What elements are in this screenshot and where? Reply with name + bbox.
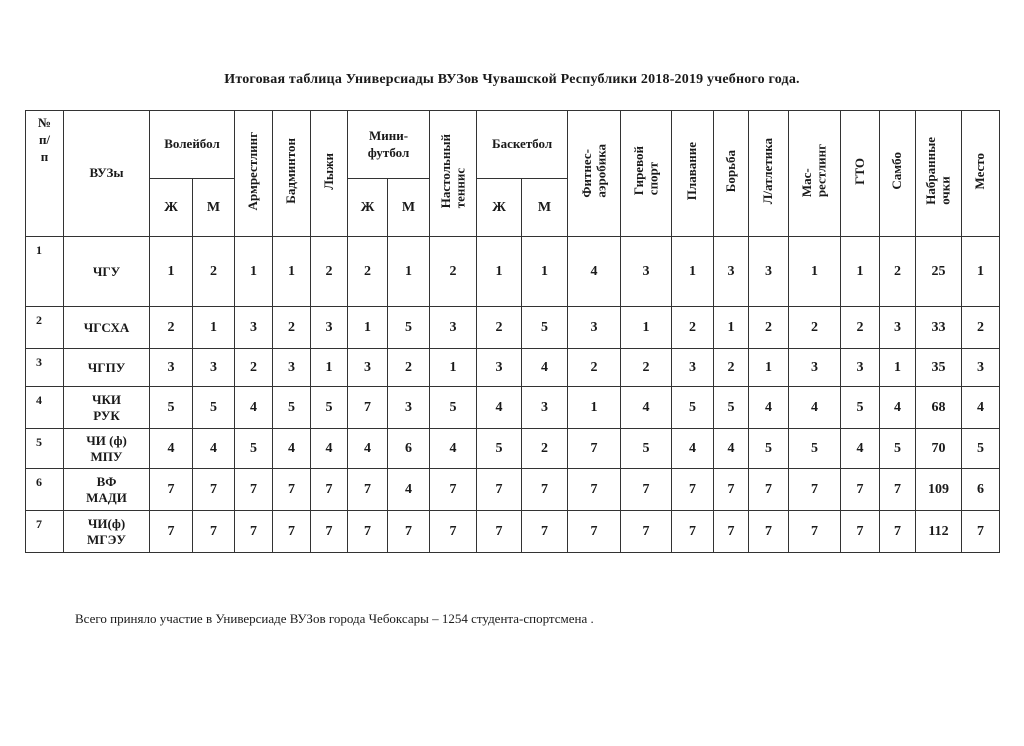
score-cell: 1 — [621, 307, 672, 349]
score-cell: 5 — [880, 429, 916, 469]
score-cell: 4 — [714, 429, 749, 469]
score-cell: 1 — [388, 237, 430, 307]
col-volleyball-header: Волейбол — [150, 111, 235, 179]
document-title: Итоговая таблица Универсиады ВУЗов Чувашской Республики 2018-2019 учебного года. — [224, 72, 800, 87]
score-cell: 5 — [477, 429, 522, 469]
place-cell: 7 — [962, 511, 1000, 553]
score-cell: 3 — [714, 237, 749, 307]
score-cell: 4 — [430, 429, 477, 469]
score-cell: 5 — [522, 307, 568, 349]
score-cell: 5 — [621, 429, 672, 469]
score-cell: 7 — [477, 511, 522, 553]
university-name: ЧГПУ — [64, 349, 150, 387]
score-cell: 3 — [193, 349, 235, 387]
score-cell: 2 — [388, 349, 430, 387]
score-cell: 4 — [672, 429, 714, 469]
score-cell: 1 — [749, 349, 789, 387]
table-row — [26, 387, 1000, 429]
score-cell: 2 — [235, 349, 273, 387]
score-cell: 1 — [880, 349, 916, 387]
score-cell: 2 — [621, 349, 672, 387]
score-cell: 7 — [568, 429, 621, 469]
col-kettlebell-header: Гиревой спорт — [621, 111, 672, 237]
score-cell: 4 — [789, 387, 841, 429]
score-cell: 7 — [749, 511, 789, 553]
score-cell: 1 — [311, 349, 348, 387]
score-cell: 7 — [841, 469, 880, 511]
score-cell: 7 — [311, 511, 348, 553]
score-cell: 1 — [348, 307, 388, 349]
row-number: 7 — [26, 511, 64, 553]
score-cell: 2 — [568, 349, 621, 387]
score-cell: 3 — [841, 349, 880, 387]
score-cell: 2 — [311, 237, 348, 307]
place-cell: 2 — [962, 307, 1000, 349]
score-cell: 2 — [150, 307, 193, 349]
score-cell: 7 — [714, 511, 749, 553]
score-cell: 7 — [621, 469, 672, 511]
score-cell: 3 — [749, 237, 789, 307]
score-cell: 5 — [841, 387, 880, 429]
score-cell: 4 — [522, 349, 568, 387]
university-name: ЧИ (ф) МПУ — [64, 429, 150, 469]
row-number: 2 — [26, 307, 64, 349]
score-cell: 7 — [522, 469, 568, 511]
score-cell: 7 — [193, 469, 235, 511]
col-minifootball-header: Мини- футбол — [348, 111, 430, 179]
col-wrestling-header: Борьба — [714, 111, 749, 237]
minifootball-male-header: М — [388, 179, 430, 237]
score-cell: 4 — [388, 469, 430, 511]
score-cell: 3 — [311, 307, 348, 349]
col-maswrestling-header: Мас- рестлинг — [789, 111, 841, 237]
score-cell: 7 — [789, 469, 841, 511]
score-cell: 7 — [841, 511, 880, 553]
score-cell: 7 — [150, 511, 193, 553]
score-cell: 7 — [273, 511, 311, 553]
score-cell: 1 — [150, 237, 193, 307]
results-table — [25, 110, 1000, 553]
score-cell: 2 — [672, 307, 714, 349]
score-cell: 4 — [568, 237, 621, 307]
score-cell: 7 — [348, 511, 388, 553]
col-sambo-header: Самбо — [880, 111, 916, 237]
table-row — [26, 237, 1000, 307]
score-cell: 5 — [714, 387, 749, 429]
score-cell: 7 — [388, 511, 430, 553]
points-cell: 35 — [916, 349, 962, 387]
row-number: 6 — [26, 469, 64, 511]
score-cell: 4 — [749, 387, 789, 429]
col-points-header: Набранные очки — [916, 111, 962, 237]
place-cell: 4 — [962, 387, 1000, 429]
score-cell: 5 — [273, 387, 311, 429]
score-cell: 6 — [388, 429, 430, 469]
score-cell: 3 — [789, 349, 841, 387]
university-name: ВФ МАДИ — [64, 469, 150, 511]
score-cell: 5 — [672, 387, 714, 429]
score-cell: 5 — [150, 387, 193, 429]
points-cell: 25 — [916, 237, 962, 307]
university-name: ЧКИ РУК — [64, 387, 150, 429]
score-cell: 2 — [789, 307, 841, 349]
table-row — [26, 349, 1000, 387]
points-cell: 70 — [916, 429, 962, 469]
score-cell: 1 — [193, 307, 235, 349]
table-row — [26, 511, 1000, 553]
score-cell: 7 — [235, 469, 273, 511]
col-ski-header: Лыжи — [311, 111, 348, 237]
score-cell: 1 — [273, 237, 311, 307]
score-cell: 2 — [430, 237, 477, 307]
score-cell: 7 — [348, 469, 388, 511]
university-name: ЧГУ — [64, 237, 150, 307]
score-cell: 7 — [568, 469, 621, 511]
score-cell: 3 — [150, 349, 193, 387]
score-cell: 4 — [348, 429, 388, 469]
score-cell: 3 — [880, 307, 916, 349]
score-cell: 4 — [150, 429, 193, 469]
col-num-header: № п/ п — [26, 111, 64, 237]
col-swimming-header: Плавание — [672, 111, 714, 237]
score-cell: 1 — [477, 237, 522, 307]
score-cell: 3 — [477, 349, 522, 387]
points-cell: 112 — [916, 511, 962, 553]
score-cell: 2 — [841, 307, 880, 349]
university-name: ЧИ(ф) МГЭУ — [64, 511, 150, 553]
score-cell: 7 — [348, 387, 388, 429]
score-cell: 7 — [193, 511, 235, 553]
score-cell: 5 — [430, 387, 477, 429]
place-cell: 5 — [962, 429, 1000, 469]
score-cell: 7 — [880, 511, 916, 553]
table-row — [26, 429, 1000, 469]
score-cell: 2 — [273, 307, 311, 349]
score-cell: 4 — [880, 387, 916, 429]
place-cell: 6 — [962, 469, 1000, 511]
score-cell: 7 — [273, 469, 311, 511]
score-cell: 3 — [621, 237, 672, 307]
score-cell: 7 — [672, 469, 714, 511]
score-cell: 7 — [150, 469, 193, 511]
score-cell: 2 — [714, 349, 749, 387]
score-cell: 1 — [789, 237, 841, 307]
volleyball-female-header: Ж — [150, 179, 193, 237]
points-cell: 33 — [916, 307, 962, 349]
score-cell: 3 — [568, 307, 621, 349]
score-cell: 5 — [311, 387, 348, 429]
score-cell: 7 — [672, 511, 714, 553]
place-cell: 3 — [962, 349, 1000, 387]
score-cell: 2 — [348, 237, 388, 307]
points-cell: 109 — [916, 469, 962, 511]
score-cell: 1 — [672, 237, 714, 307]
row-number: 4 — [26, 387, 64, 429]
basketball-male-header: М — [522, 179, 568, 237]
score-cell: 5 — [749, 429, 789, 469]
col-vuz-header: ВУЗы — [64, 111, 150, 237]
score-cell: 7 — [789, 511, 841, 553]
points-cell: 68 — [916, 387, 962, 429]
score-cell: 4 — [235, 387, 273, 429]
score-cell: 3 — [235, 307, 273, 349]
score-cell: 2 — [477, 307, 522, 349]
score-cell: 1 — [841, 237, 880, 307]
col-athletics-header: Л/атлетика — [749, 111, 789, 237]
score-cell: 1 — [235, 237, 273, 307]
score-cell: 5 — [235, 429, 273, 469]
score-cell: 4 — [311, 429, 348, 469]
university-name: ЧГСХА — [64, 307, 150, 349]
score-cell: 4 — [621, 387, 672, 429]
score-cell: 2 — [522, 429, 568, 469]
score-cell: 7 — [522, 511, 568, 553]
row-number: 3 — [26, 349, 64, 387]
score-cell: 2 — [880, 237, 916, 307]
table-row — [26, 307, 1000, 349]
score-cell: 2 — [193, 237, 235, 307]
score-cell: 7 — [749, 469, 789, 511]
minifootball-female-header: Ж — [348, 179, 388, 237]
table-row — [26, 469, 1000, 511]
place-cell: 1 — [962, 237, 1000, 307]
col-fitness-header: Фитнес- аэробика — [568, 111, 621, 237]
score-cell: 3 — [522, 387, 568, 429]
score-cell: 4 — [477, 387, 522, 429]
score-cell: 7 — [621, 511, 672, 553]
participants-note: Всего приняло участие в Универсиаде ВУЗов города Чебоксары – 1254 студента-спортсмена . — [75, 611, 594, 626]
score-cell: 7 — [430, 469, 477, 511]
score-cell: 7 — [311, 469, 348, 511]
basketball-female-header: Ж — [477, 179, 522, 237]
col-tabletennis-header: Настольный теннис — [430, 111, 477, 237]
score-cell: 7 — [568, 511, 621, 553]
score-cell: 1 — [568, 387, 621, 429]
score-cell: 3 — [273, 349, 311, 387]
score-cell: 7 — [714, 469, 749, 511]
score-cell: 2 — [749, 307, 789, 349]
score-cell: 1 — [430, 349, 477, 387]
row-number: 5 — [26, 429, 64, 469]
col-basketball-header: Баскетбол — [477, 111, 568, 179]
score-cell: 1 — [714, 307, 749, 349]
score-cell: 7 — [235, 511, 273, 553]
score-cell: 4 — [841, 429, 880, 469]
score-cell: 7 — [880, 469, 916, 511]
score-cell: 3 — [388, 387, 430, 429]
volleyball-male-header: М — [193, 179, 235, 237]
col-gto-header: ГТО — [841, 111, 880, 237]
row-number: 1 — [26, 237, 64, 307]
score-cell: 4 — [273, 429, 311, 469]
score-cell: 7 — [477, 469, 522, 511]
score-cell: 3 — [430, 307, 477, 349]
col-place-header: Место — [962, 111, 1000, 237]
score-cell: 5 — [789, 429, 841, 469]
header-row-1 — [26, 111, 1000, 179]
score-cell: 5 — [193, 387, 235, 429]
score-cell: 3 — [348, 349, 388, 387]
score-cell: 7 — [430, 511, 477, 553]
col-armwrestling-header: Армрестлинг — [235, 111, 273, 237]
score-cell: 5 — [388, 307, 430, 349]
score-cell: 3 — [672, 349, 714, 387]
score-cell: 1 — [522, 237, 568, 307]
score-cell: 4 — [193, 429, 235, 469]
col-badminton-header: Бадминтон — [273, 111, 311, 237]
